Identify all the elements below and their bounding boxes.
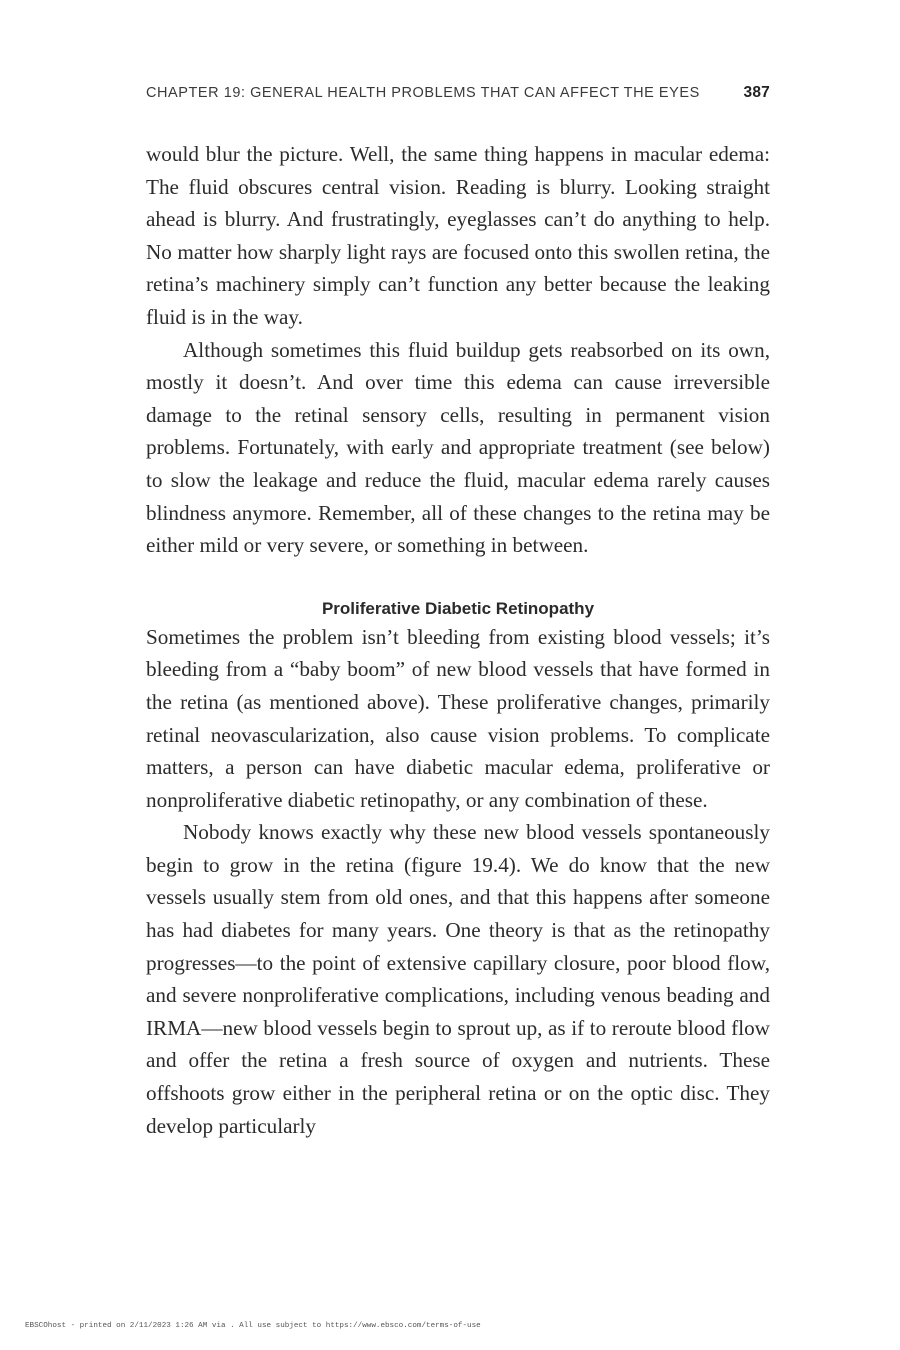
paragraph-new-vessels: Nobody knows exactly why these new blood vessels spontaneously begin to grow in the retina (figure 19.4). We do know that the new vessels usually stem from old ones, and that this happens after someone has had diabetes for many years. One theory is that as the retinopathy progresses—to the point of extensive capillary closure, poor blood flow, and severe nonproliferative complications, including venous beading and IRMA—new blood vessels begin to sprout up, as if to reroute blood flow and offer the retina a fresh source of oxygen and nutrients. These offshoots grow either in the peripheral retina or on the optic disc. They develop particularly xyxy=(146,820,770,1138)
section-heading: Proliferative Diabetic Retinopathy xyxy=(321,598,595,618)
body-text xyxy=(146,138,770,1142)
running-head xyxy=(146,84,770,108)
paragraph-fluid-buildup: Although sometimes this fluid buildup gets reabsorbed on its own, mostly it doesn’t. And over time this edema can cause irreversible damage to the retinal sensory cells, resulting in permanent vision problems. Fortunately, with early and appropriate treatment (see below) to slow the leakage and reduce the fluid, macular edema rarely causes blindness anymore. Remember, all of these changes to the retina may be either mild or very severe, or something in between. xyxy=(146,337,770,558)
chapter-title: CHAPTER 19: GENERAL HEALTH PROBLEMS THAT CAN AFFECT THE EYES xyxy=(146,85,700,101)
paragraph-continued: would blur the picture. Well, the same thing happens in macular edema: The fluid obscures central vision. Reading is blurry. Looking straight ahead is blurry. And frustratingly, eyeglasses can’t do anything to help. No matter how sharply light rays are focused onto this swollen retina, the retina’s machinery simply can’t function any better because the leaking fluid is in the way. xyxy=(146,142,770,329)
print-footer: EBSCOhost - printed on 2/11/2023 1:26 AM via . All use subject to https://www.ebsco.com/terms-of-use xyxy=(25,1322,481,1330)
paragraph-proliferative-intro: Sometimes the problem isn’t bleeding from existing blood vessels; it’s bleeding from a “baby boom” of new blood vessels that have formed in the retina (as mentioned above). These proliferative changes, primarily retinal neovascularization, also cause vision problems. To complicate matters, a person can have diabetic macular edema, proliferative or nonproliferative diabetic retinopathy, or any combination of these. xyxy=(146,624,770,812)
page-number: 387 xyxy=(743,84,770,101)
